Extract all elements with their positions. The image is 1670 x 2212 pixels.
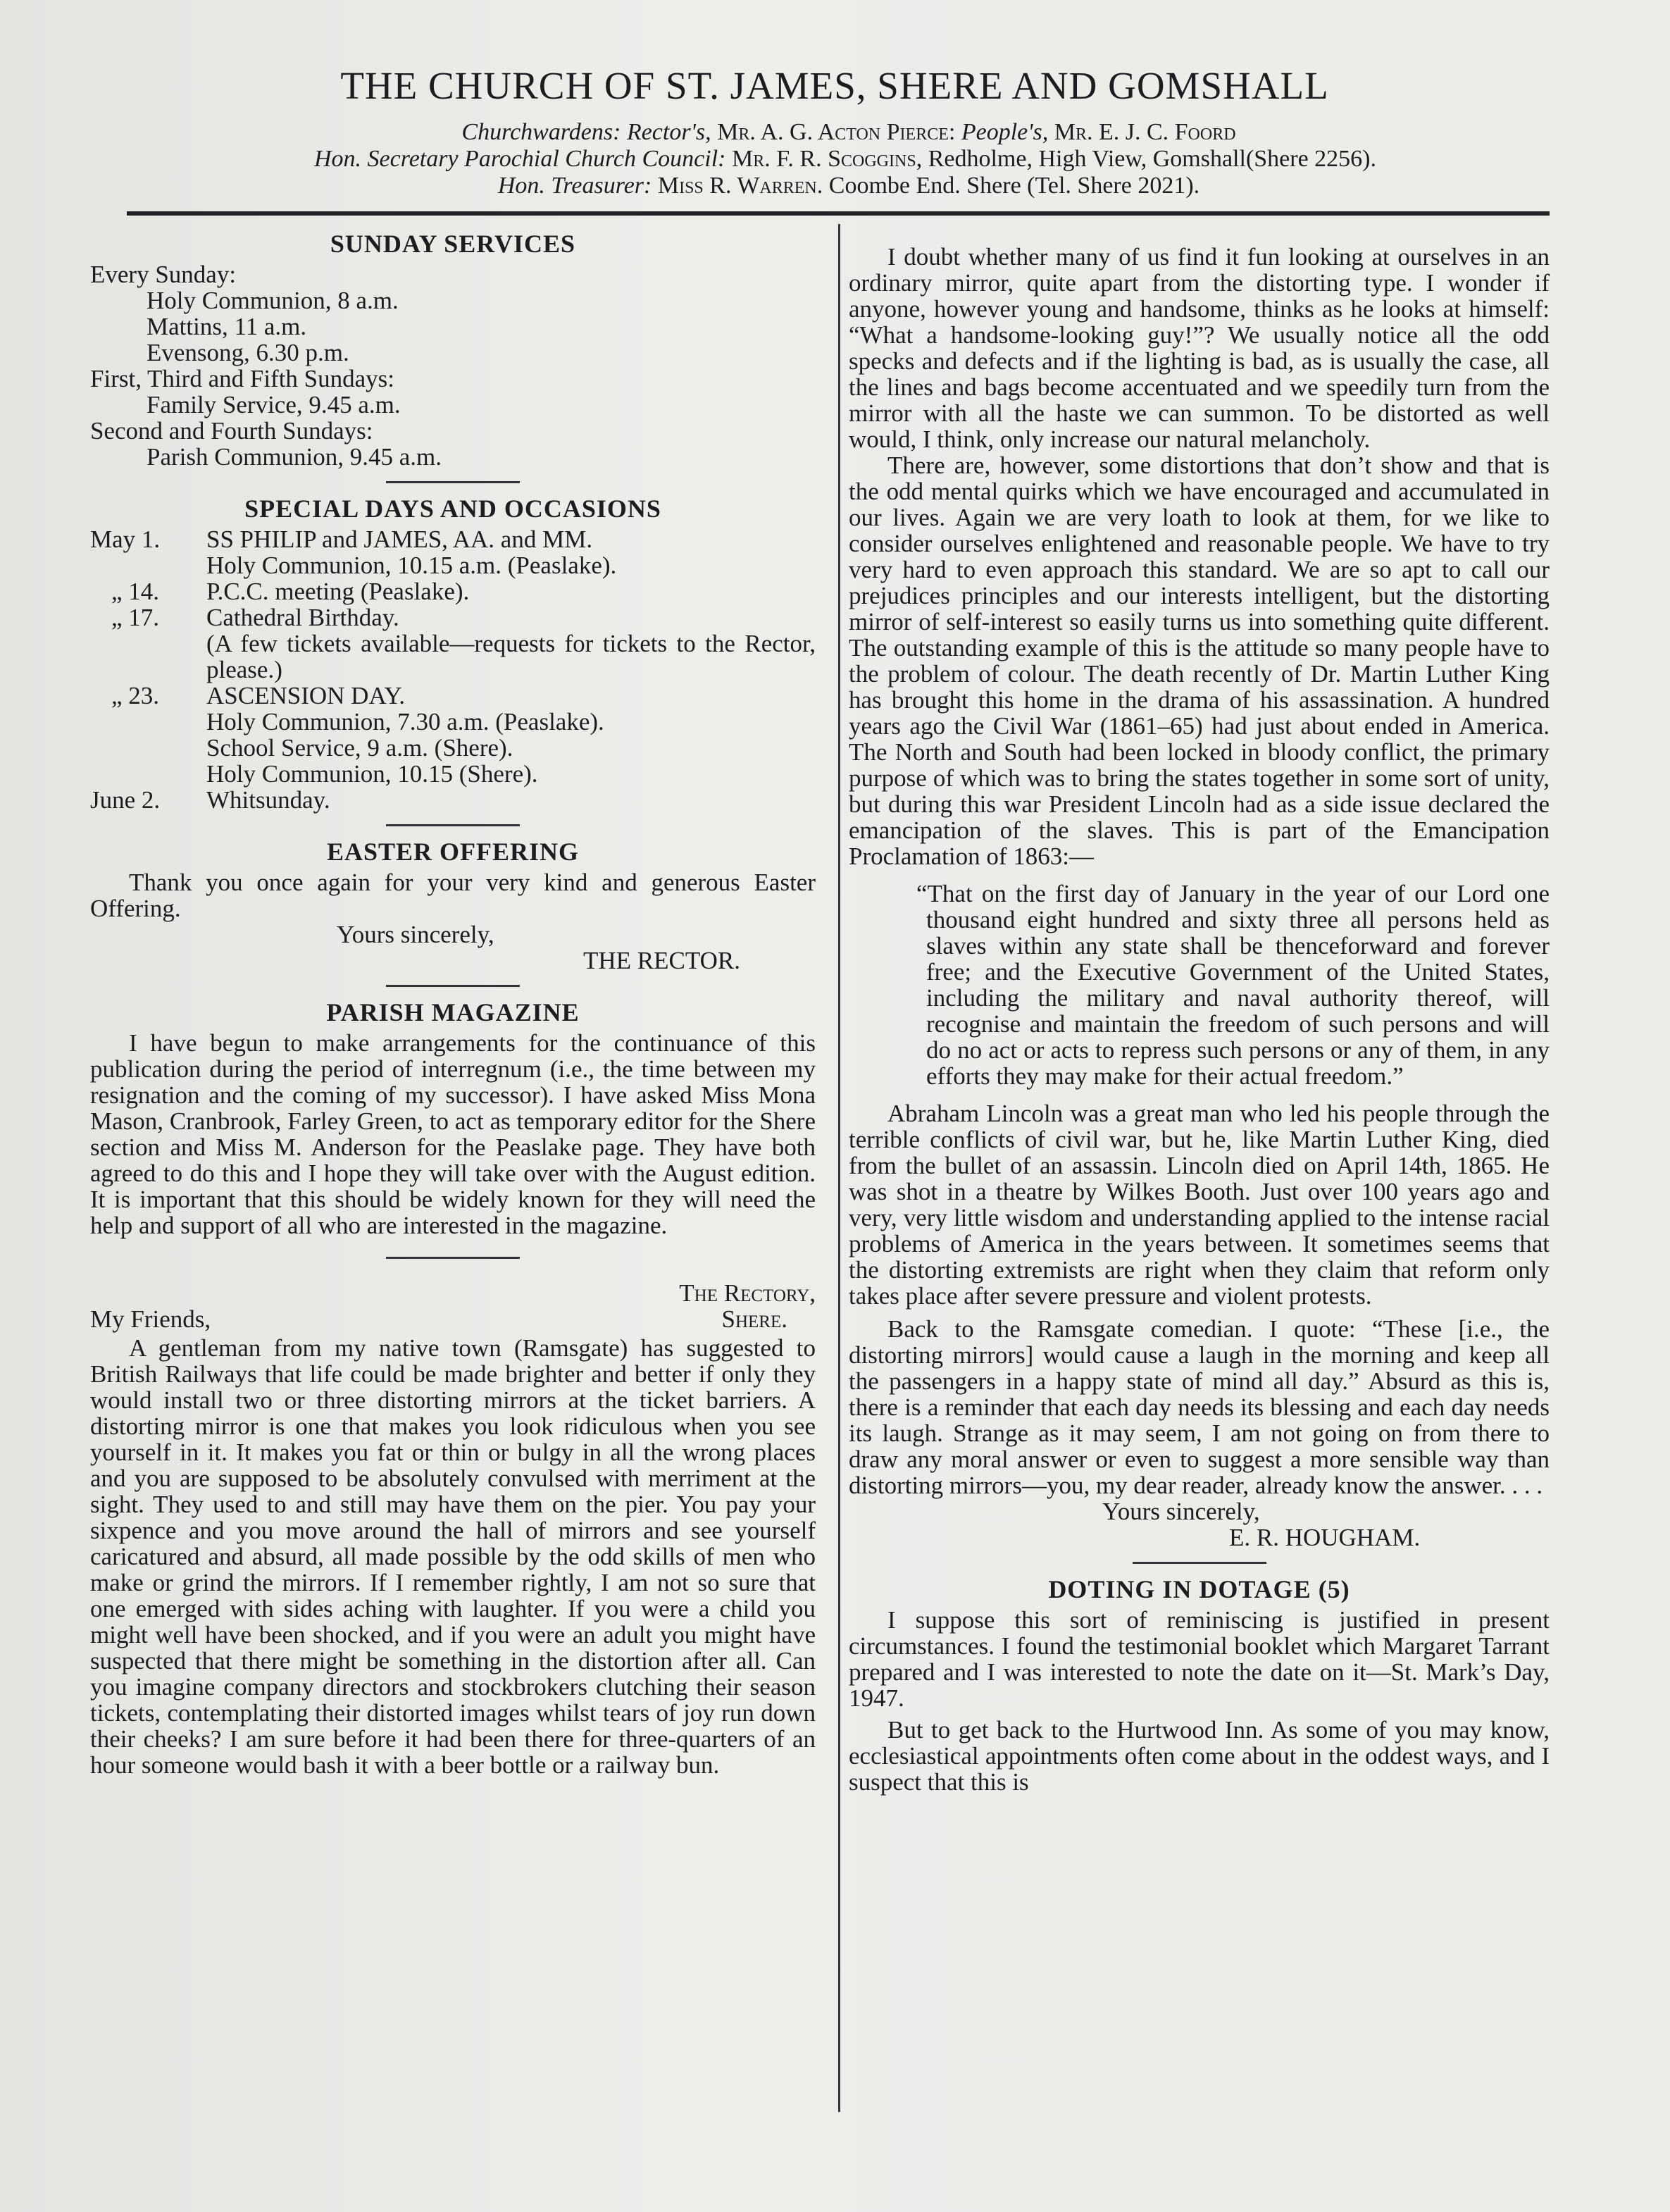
section-rule [1133,1562,1266,1564]
section-rule [386,481,520,483]
event-date: „ 17. [111,604,160,631]
service-line: Evensong, 6.30 p.m. [147,339,349,366]
secretary-name: Mr. F. R. Scoggins, [732,146,923,172]
event-text: ASCENSION DAY. [206,682,406,709]
event-item [90,526,816,578]
parish-magazine-heading: PARISH MAGAZINE [326,998,580,1026]
address-line: Shere. [721,1305,787,1333]
column-divider [838,224,840,2112]
masthead [127,63,1543,199]
magazine-text: I have begun to make arrangements for the continuance of this publication during the period of interregnum (i.e., the time between my resignation and the coming of my successor). I have asked Miss Mona Mason, Cranbrook, Farley Green, to act as temporary editor for the Shere section and Miss M. Anderson for the Peaslake page. They have both agreed to do this and I hope they will take over with the August edition. It is important that this should be widely known for they will need the help and support of all who are interested in the magazine. [90,1029,816,1239]
rectory-address [679,1280,816,1332]
event-text: SS PHILIP and JAMES, AA. and MM. [206,526,593,553]
easter-text: Thank you once again for your very kind and generous Easter Offering. [90,869,816,922]
left-column [90,225,816,1778]
event-item [90,787,816,813]
service-line: Parish Communion, 9.45 a.m. [147,443,442,471]
event-text: Holy Communion, 10.15 (Shere). [206,760,538,788]
special-days-heading: SPECIAL DAYS AND OCCASIONS [244,495,661,523]
secretary-label: Hon. Secretary Parochial Church Council: [313,146,726,172]
churchwardens-line [127,119,1543,146]
doting-heading: DOTING IN DOTAGE (5) [1048,1575,1350,1603]
churchwardens-label: Churchwardens: Rector's, [461,119,711,145]
easter-signature: THE RECTOR. [583,947,740,974]
letter-paragraph: Back to the Ramsgate comedian. I quote: “These [i.e., the distorting mirrors] would cause a laugh in the morning and keep all the passengers in a happy state of mind all day.” Absurd as this is, there is a reminder that each day needs its blessing and each day needs its laugh. Strange as it may seem, I am not going on from there to draw any moral answer or even to suggest a more sensible way than distorting mirrors—you, my dear reader, already know the answer. . . . [849,1315,1550,1499]
header-rule [127,211,1550,216]
treasurer-address: Coombe End. Shere (Tel. Shere 2021). [828,173,1200,199]
easter-closing: Yours sincerely, [337,921,494,948]
service-line: First, Third and Fifth Sundays: [90,365,395,392]
peoples-warden-label: People's, [961,119,1049,145]
secretary-line [127,146,1543,173]
letter-paragraph: I doubt whether many of us find it fun looking at ourselves in an ordinary mirror, quite apart from the distorting type. I wonder if anyone, however young and handsome, thinks as he looks at himself: “What a handsome-looking guy!”? We usually notice all the odd specks and defects and if the lighting is bad, as is usually the case, all the lines and bags become accentuated and we speedily turn from the mirror with all the haste we can summon. To be distorted as well would, I think, only increase our natural melancholy. [849,243,1550,453]
event-text: School Service, 9 a.m. (Shere). [206,734,513,762]
treasurer-name: Miss R. Warren. [657,173,823,199]
doting-paragraph: But to get back to the Hurtwood Inn. As some of you may know, ecclesiastical appointments often come about in the oddest ways, and I suspect that this is [849,1716,1550,1796]
letter-signature: E. R. HOUGHAM. [1229,1524,1421,1551]
event-item [90,604,816,683]
event-text: Cathedral Birthday. [206,604,399,631]
section-rule [386,985,520,987]
letter-paragraph: A gentleman from my native town (Ramsgate) has suggested to British Railways that life could be made brighter and better if only they would install two or three distorting mirrors at the ticket barriers. A distorting mirror is one that makes you look ridiculous when you see yourself in it. It makes you fat or thin or bulgy in all the wrong places and you are supposed to be absolutely convulsed with merriment at the sight. They used to and still may have them on the pier. You pay your sixpence and you move around the hall of mirrors and see yourself caricatured and absurd, all made possible by the odd skills of men who make or grind the mirrors. If I remember rightly, I am not so sure that one emerged with sides aching with laughter. If you were a child you might well have been shocked, and if you were an adult you might have suspected that there might be something in the distortion after all. Can you imagine company directors and stockbrokers clutching their season tickets, contemplating their distorted images whilst tears of joy run down their cheeks? I am sure before it had been there for three-quarters of an hour someone would bash it with a beer bottle or a railway bun. [90,1334,816,1779]
doting-paragraph: I suppose this sort of reminiscing is justified in present circumstances. I found the testimonial booklet which Margaret Tarrant prepared and I was interested to note the date on it—St. Mark’s Day, 1947. [849,1606,1550,1712]
service-line: Holy Communion, 8 a.m. [147,287,399,314]
easter-offering-heading: EASTER OFFERING [326,838,580,866]
event-text: Whitsunday. [206,786,330,814]
event-date: „ 23. [111,682,160,709]
letter-heading [90,1280,816,1332]
service-line: Mattins, 11 a.m. [147,313,307,340]
event-text: P.C.C. meeting (Peaslake). [206,578,470,605]
salutation: My Friends, [90,1305,211,1333]
event-item [90,683,816,787]
secretary-address: Redholme, High View, Gomshall(Shere 2256). [928,146,1377,172]
event-text: Holy Communion, 7.30 a.m. (Peaslake). [206,708,604,735]
section-rule [386,824,520,826]
event-date: June 2. [90,786,161,814]
event-date: „ 14. [111,578,160,605]
address-line: The Rectory, [679,1279,816,1307]
letter-closing: Yours sincerely, [1102,1498,1260,1525]
event-date: May 1. [90,526,161,553]
proclamation-quote: “That on the first day of January in the year of our Lord one thousand eight hundred and sixty three all persons held as slaves within any state shall be thenceforward and forever free; and the Executive Government of the United States, including the military and naval authority thereof, will recognise and maintain the freedom of such persons and will do no act or acts to repress such persons or any of them, in any efforts they may make for their actual freedom.” [916,880,1550,1090]
officers-list [127,119,1543,199]
right-column [849,225,1550,1795]
letter-paragraph: There are, however, some distortions that don’t show and that is the odd mental quirks which we have encouraged and accumulated in our lives. Again we are very loath to look at them, for we like to consider ourselves enlightened and reasonable people. We have to try very hard to even approach this standard. We are so apt to call our prejudices principles and our interests intelligent, but the distorting mirror of self-interest so easily turns us into something quite different. The outstanding example of this is the attitude so many people have to the problem of colour. The death recently of Dr. Martin Luther King has brought this home in the drama of his assassination. A hundred years ago the Civil War (1861–65) had just about ended in America. The North and South had been locked in bloody conflict, the primary purpose of which was to bring the states together in some sort of unity, but during this war President Lincoln had as a side issue declared the emancipation of the slaves. This is part of the Emancipation Proclamation of 1863:— [849,452,1550,870]
sunday-services-heading: SUNDAY SERVICES [330,230,576,258]
treasurer-label: Hon. Treasurer: [497,173,652,199]
event-text: Holy Communion, 10.15 a.m. (Peaslake). [206,552,617,579]
service-line: Every Sunday: [90,261,237,288]
event-item [90,578,816,604]
letter-paragraph: Abraham Lincoln was a great man who led his people through the terrible conflicts of civil war, but he, like Martin Luther King, died from the bullet of an assassin. Lincoln died on April 14th, 1865. He was shot in a theatre by Wilkes Booth. Just over 100 years ago and very, very little wisdom and understanding applied to the intense racial problems of America in the years between. It sometimes seems that the distorting extremists are right when they claim that reform only takes place after severe pressure and violent protests. [849,1100,1550,1310]
rector-warden-name: Mr. A. G. Acton Pierce: [717,119,956,145]
service-line: Second and Fourth Sundays: [90,417,373,445]
section-rule [386,1257,520,1259]
page-title: THE CHURCH OF ST. JAMES, SHERE AND GOMSHALL [340,64,1329,107]
treasurer-line [127,173,1543,199]
service-line: Family Service, 9.45 a.m. [147,391,401,418]
event-text: (A few tickets available—requests for tickets to the Rector, please.) [206,630,816,683]
peoples-warden-name: Mr. E. J. C. Foord [1054,119,1236,145]
